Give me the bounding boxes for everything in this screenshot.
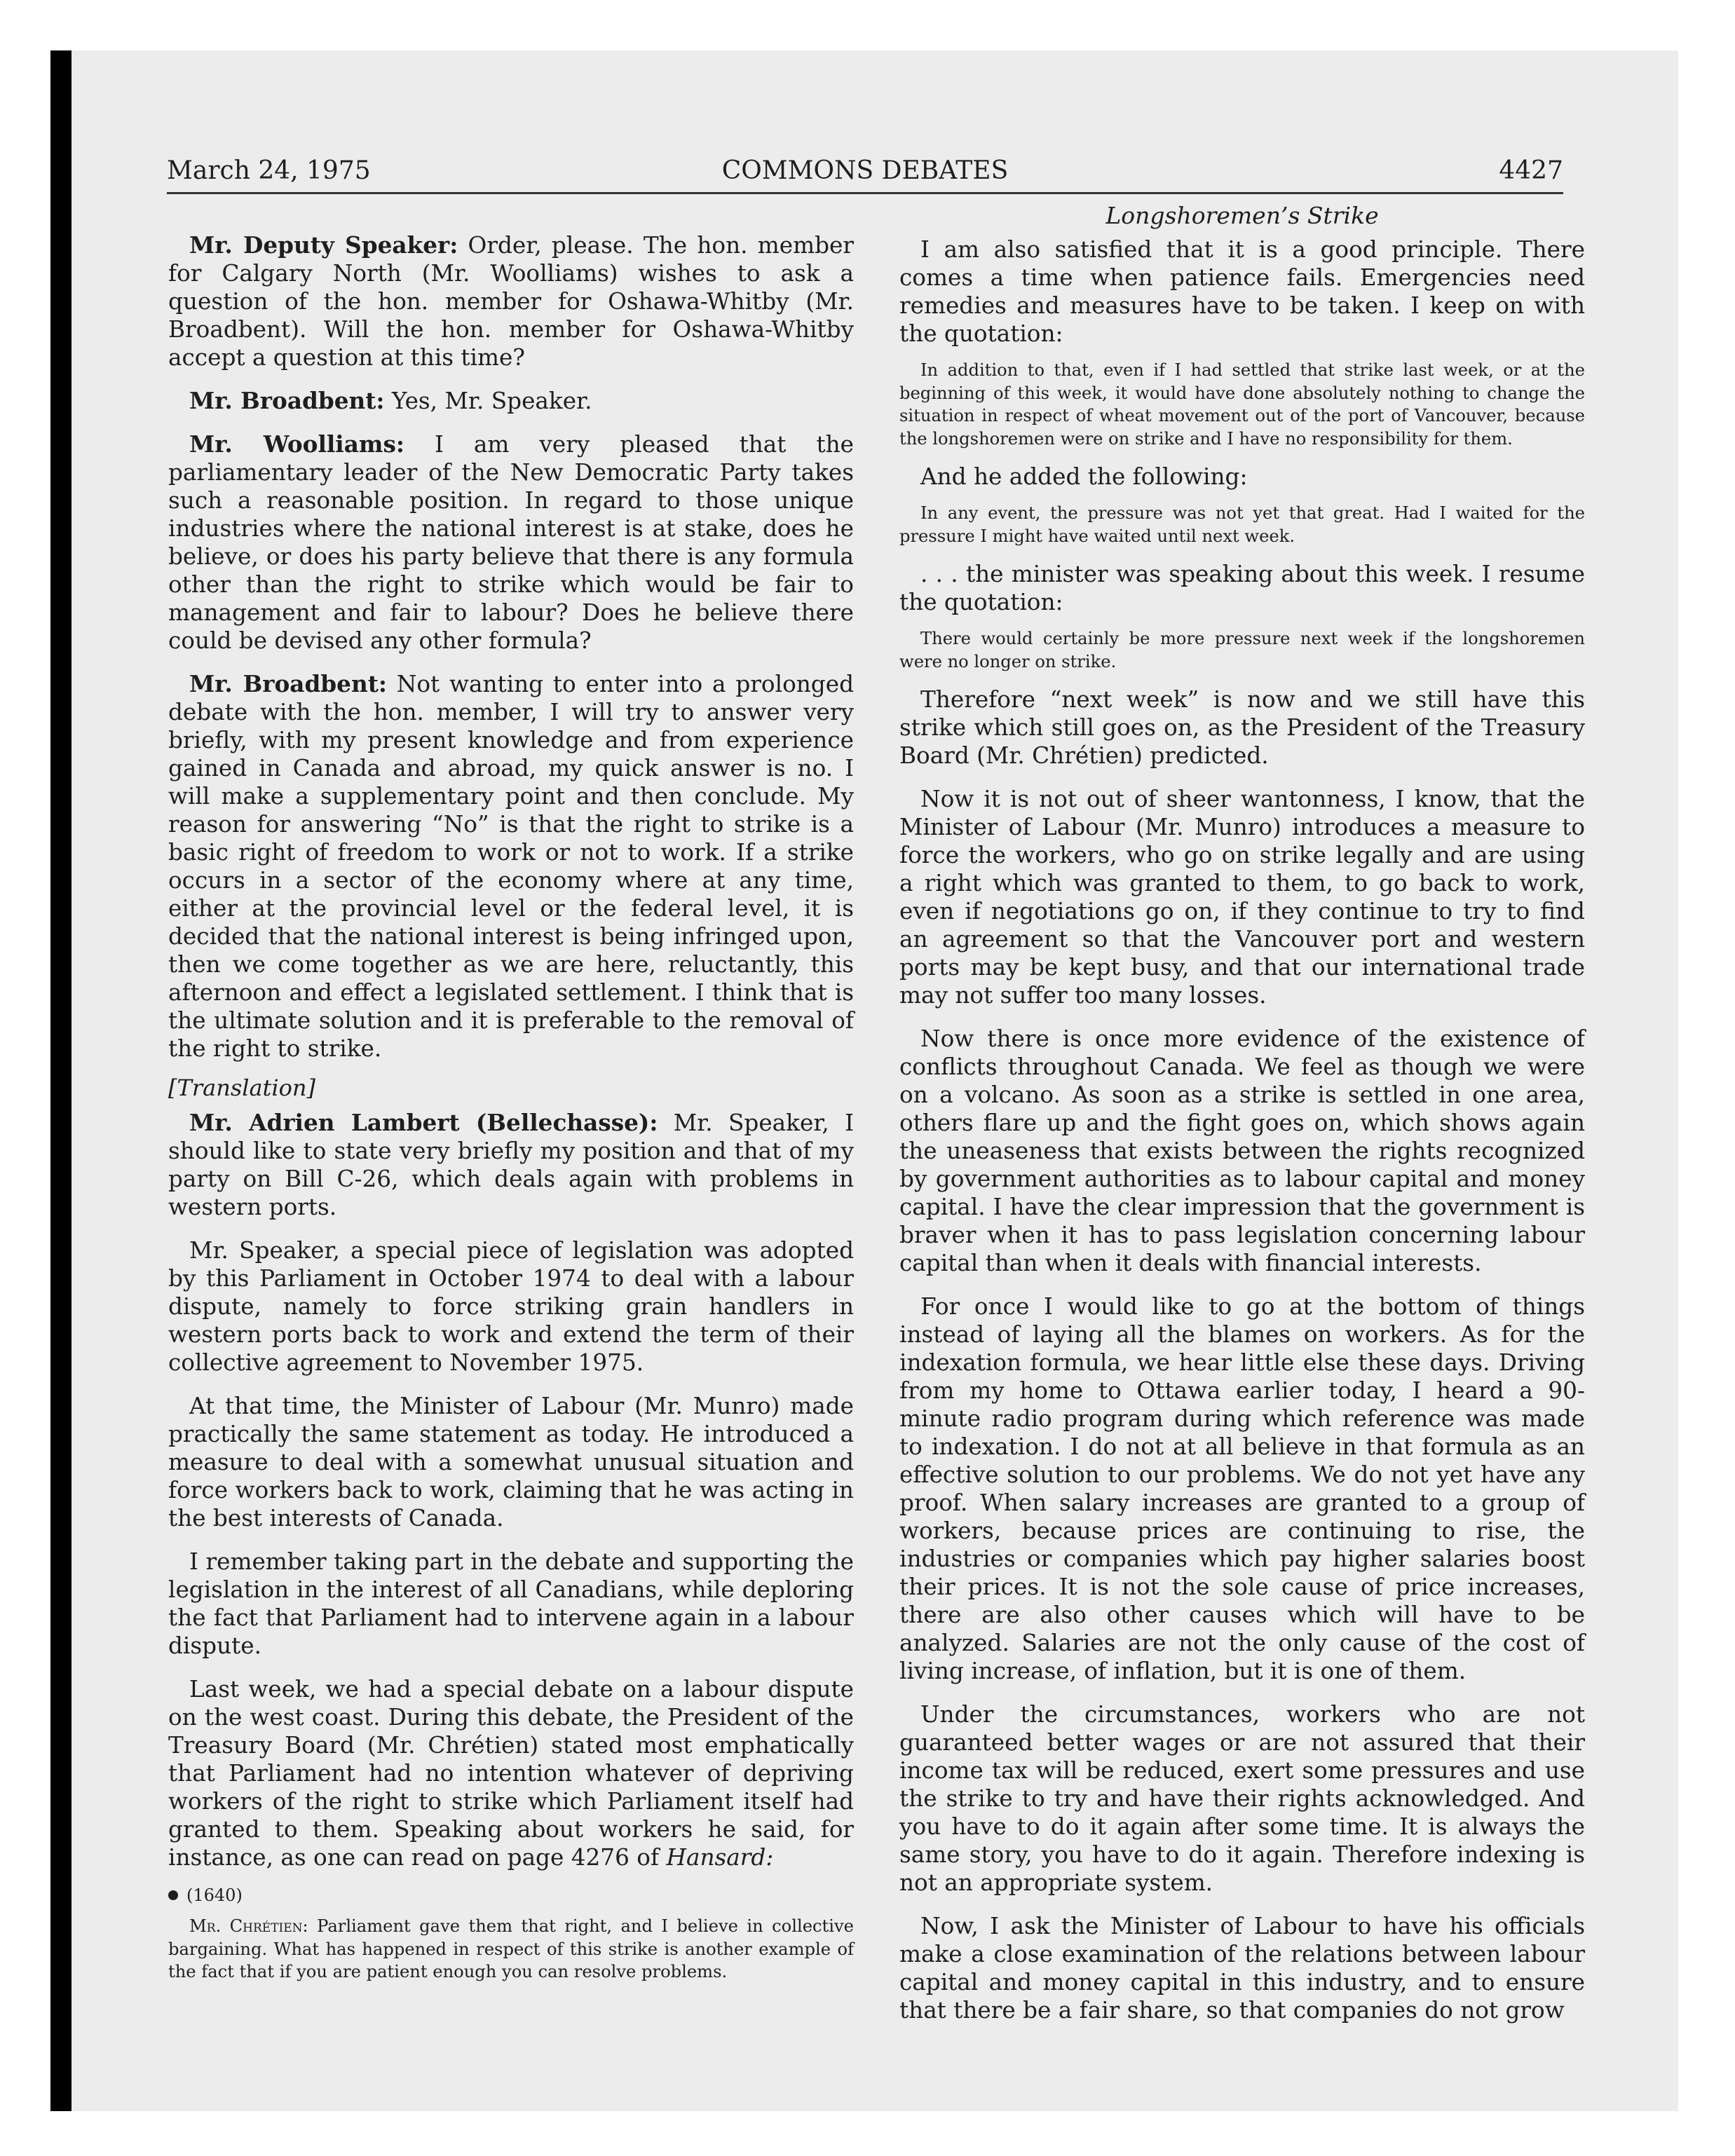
time-marker: (1640): [168, 1883, 854, 1908]
paragraph: For once I would like to go at the bottom of things instead of laying all the blames on workers. As for the indexation formula, we hear little else these days. Driving from my home to Ottawa earlier today, I heard a 90-minute radio program during which reference was made to indexation. I do not at all believe in that formula as an effective solution to our problems. We do not yet have any proof. When salary increases are granted to a group of workers, because prices are continuing to rise, the industries or companies which pay higher salaries boost their prices. It is not the sole cause of price increases, there are also other causes which will have to be analyzed. Salaries are not the only cause of the cost of living increase, of inflation, but it is one of them.: [899, 1293, 1585, 1684]
speaker-name: Mr. Deputy Speaker:: [189, 231, 458, 259]
paragraph: Now it is not out of sheer wantonness, I know, that the Minister of Labour (Mr. Munro) introduces a measure to force the workers, who go on strike legally and are using a right which was granted to them, to go back to work, even if negotiations go on, if they continue to try to find an agreement so that the Vancouver port and western ports may be kept busy, and that our international trade may not suffer too many losses.: [899, 786, 1585, 1009]
paragraph: I am also satisfied that it is a good principle. There comes a time when patience fails. Emergencies need remedies and measures have to be taken. I keep on with the quotation:: [899, 236, 1585, 347]
paragraph: Therefore “next week” is now and we still have this strike which still goes on, as the President of the Treasury Board (Mr. Chrétien) predicted.: [899, 686, 1585, 769]
paragraph: Last week, we had a special debate on a labour dispute on the west coast. During this debate, the President of the Treasury Board (Mr. Chrétien) stated most emphatically that Parliament had no intention whatever of depriving workers of the right to strike which Parliament itself had granted to them. Speaking about workers he said, for instance, as one can read on page 4276 of Hansard:: [168, 1676, 854, 1871]
bullet-icon: [168, 1890, 178, 1900]
paragraph: Mr. Speaker, a special piece of legislation was adopted by this Parliament in October 1974 to deal with a labour dispute, namely to force striking grain handlers in western ports back to work and extend the term of their collective agreement to November 1975.: [168, 1237, 854, 1376]
header-title: COMMONS DEBATES: [721, 156, 1009, 185]
paragraph: Mr. Broadbent: Yes, Mr. Speaker.: [189, 387, 592, 414]
speaker-name: Mr. Broadbent:: [189, 670, 387, 697]
block-quote: Mr. Chrétien: Parliament gave them that right, and I believe in collective bargaining. What has happened in respect of this strike is another example of the fact that if you are patient enough you can resolve problems.: [168, 1916, 854, 1981]
block-quote: In addition to that, even if I had settled that strike last week, or at the beginning of this week, it would have done absolutely nothing to change the situation in respect of wheat movement out of the port of Vancouver, because the longshoremen were on strike and I have no responsibility for them.: [899, 360, 1585, 449]
paragraph: Under the circumstances, workers who are not guaranteed better wages or are not assured that their income tax will be reduced, exert some pressures and use the strike to try and have their rights acknowledged. And you have to do it again after some time. It is always the same story, you have to do it again. Therefore indexing is not an appropriate system.: [899, 1701, 1585, 1896]
page-header: [167, 150, 1563, 194]
paragraph: Now there is once more evidence of the existence of conflicts throughout Canada. We feel as though we were on a volcano. As soon as a strike is settled in one area, others flare up and the fight goes on, which shows again the uneaseness that exists between the rights recognized by government authorities as to labour capital and money capital. I have the clear impression that the government is braver when it has to pass legislation concerning labour capital than when it deals with financial interests.: [899, 1025, 1585, 1276]
paragraph: Mr. Deputy Speaker: Order, please. The hon. member for Calgary North (Mr. Woolliams) wishes to ask a question of the hon. member for Oshawa-Whitby (Mr. Broadbent). Will the hon. member for Oshawa-Whitby accept a question at this time?: [168, 231, 854, 371]
quote-speaker: Mr. Chrétien:: [189, 1916, 308, 1936]
binding-edge: [50, 50, 72, 2111]
paragraph: At that time, the Minister of Labour (Mr. Munro) made practically the same statement as today. He introduced a measure to deal with a somewhat unusual situation and force workers back to work, claiming that he was acting in the best interests of Canada.: [168, 1393, 854, 1531]
hansard-reference: Hansard:: [666, 1844, 774, 1871]
paragraph: Mr. Adrien Lambert (Bellechasse): Mr. Speaker, I should like to state very briefly my position and that of my party on Bill C-26, which deals again with problems in western ports.: [168, 1109, 854, 1220]
right-column: [899, 200, 1585, 2040]
speaker-name: Mr. Adrien Lambert (Bellechasse):: [189, 1109, 658, 1136]
header-page-number: 4427: [1499, 156, 1563, 185]
speaker-name: Mr. Broadbent:: [189, 387, 385, 414]
paragraph: Mr. Broadbent: Not wanting to enter into a prolonged debate with the hon. member, I will try to answer very briefly, with my present knowledge and from experience gained in Canada and abroad, my quick answer is no. I will make a supplementary point and then conclude. My reason for answering “No” is that the right to strike is a basic right of freedom to work or not to work. If a strike occurs in a sector of the economy where at any time, either at the provincial level or the federal level, it is decided that the national interest is being infringed upon, then we come together as we are here, reluctantly, this afternoon and effect a legislated settlement. I think that is the ultimate solution and it is preferable to the removal of the right to strike.: [168, 670, 854, 1062]
paragraph: Now, I ask the Minister of Labour to have his officials make a close examination of the relations between labour capital and money capital in this industry, and to ensure that there be a fair share, so that companies do not grow: [899, 1913, 1585, 2024]
speaker-name: Mr. Woolliams:: [189, 430, 404, 458]
paragraph: Mr. Woolliams: I am very pleased that the parliamentary leader of the New Democratic Party takes such a reasonable position. In regard to those unique industries where the national interest is at stake, does he believe, or does his party believe that there is any formula other than the right to strike which would be fair to management and fair to labour? Does he believe there could be devised any other formula?: [168, 430, 854, 654]
block-quote: In any event, the pressure was not yet that great. Had I waited for the pressure I might have waited until next week.: [899, 503, 1585, 546]
paragraph: I remember taking part in the debate and supporting the legislation in the interest of all Canadians, while deploring the fact that Parliament had to intervene again in a labour dispute.: [168, 1548, 854, 1659]
header-date: March 24, 1975: [167, 156, 371, 185]
section-heading: Longshoremen’s Strike: [1105, 202, 1379, 229]
paragraph: And he added the following:: [920, 463, 1248, 490]
left-column: [168, 231, 854, 1996]
translation-label: [Translation]: [168, 1074, 315, 1101]
block-quote: There would certainly be more pressure next week if the longshoremen were no longer on strike.: [899, 629, 1585, 671]
paragraph: . . . the minister was speaking about this week. I resume the quotation:: [899, 561, 1585, 615]
